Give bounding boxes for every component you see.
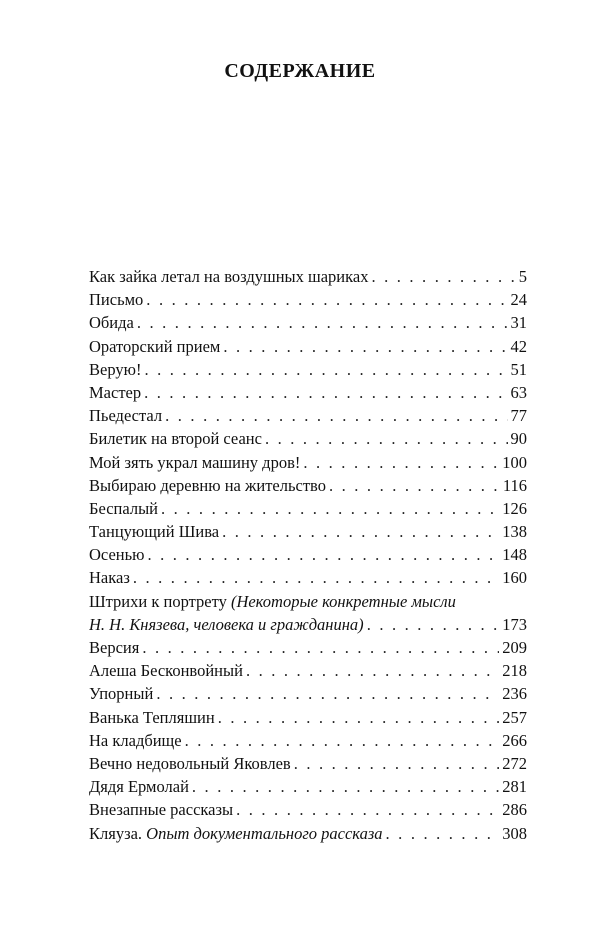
toc-entry-title: Верую! <box>89 359 142 379</box>
toc-entry <box>89 775 527 798</box>
toc-entry-title: Мой зять украл машину дров! <box>89 452 301 472</box>
toc-leader-dots <box>218 706 500 729</box>
toc-entry-subtitle <box>227 590 456 613</box>
toc-entry-page: 24 <box>510 290 527 310</box>
toc-entry <box>89 729 527 752</box>
toc-entry <box>89 451 527 474</box>
toc-entry <box>89 590 527 636</box>
toc-leader-dots <box>161 497 499 520</box>
toc-entry-page: 266 <box>502 730 527 750</box>
toc-entry-title: Мастер <box>89 382 142 402</box>
toc-entry-page: 257 <box>502 707 527 727</box>
toc-entry-subtitle <box>142 822 382 845</box>
toc-entry-page: 51 <box>510 359 527 379</box>
toc-entry-page: 5 <box>518 267 527 286</box>
toc-entry-page: 116 <box>502 475 527 495</box>
toc-entry <box>89 566 527 589</box>
toc-entry-title: Дядя Ермолай <box>89 777 189 797</box>
toc-entry <box>89 381 527 404</box>
toc-leader-dots <box>386 822 500 845</box>
toc-entry-page: 77 <box>510 406 527 426</box>
toc-entry-title: Выбираю деревню на жительство <box>89 475 326 495</box>
toc-entry-page: 138 <box>502 522 527 542</box>
toc-entry <box>89 265 527 288</box>
toc-leader-dots <box>146 288 507 311</box>
toc-entry-page: 42 <box>510 336 527 356</box>
toc-entry <box>89 404 527 427</box>
toc-entry-title: Как зайка летал на воздушных шариках <box>89 267 369 286</box>
toc-entry-page: 100 <box>502 452 527 472</box>
toc-entry-page: 148 <box>502 545 527 565</box>
toc-entry <box>89 822 527 845</box>
toc-entry <box>89 682 527 705</box>
toc-leader-dots <box>303 451 499 474</box>
table-of-contents <box>89 265 527 845</box>
toc-entry-page: 63 <box>510 382 527 402</box>
toc-entry <box>89 288 527 311</box>
toc-entry-line-2 <box>89 613 527 636</box>
toc-entry-title: На кладбище <box>89 730 182 750</box>
toc-entry <box>89 427 527 450</box>
toc-entry-title: Билетик на второй сеанс <box>89 429 262 449</box>
toc-entry-page: 236 <box>502 684 527 704</box>
toc-entry-page: 286 <box>502 800 527 820</box>
toc-entry-page: 308 <box>502 823 527 843</box>
toc-entry-page: 272 <box>502 753 527 773</box>
toc-entry-page: 173 <box>502 614 527 634</box>
toc-entry <box>89 358 527 381</box>
toc-leader-dots <box>223 335 507 358</box>
toc-leader-dots <box>246 659 499 682</box>
toc-entry <box>89 706 527 729</box>
toc-entry-title: Беспалый <box>89 498 158 518</box>
toc-leader-dots <box>133 566 499 589</box>
toc-leader-dots <box>165 404 507 427</box>
toc-entry <box>89 659 527 682</box>
toc-leader-dots <box>367 613 500 636</box>
toc-entry-title: Танцующий Шива <box>89 522 220 542</box>
toc-entry-page: 281 <box>502 777 527 797</box>
toc-entry-page: 31 <box>510 313 527 333</box>
toc-leader-dots <box>236 798 499 821</box>
toc-entry-title: Штрихи к портрету <box>89 591 227 611</box>
toc-leader-dots <box>142 636 499 659</box>
toc-entry <box>89 752 527 775</box>
toc-leader-dots <box>294 752 500 775</box>
toc-entry <box>89 311 527 334</box>
toc-entry-title: Упорный <box>89 684 154 704</box>
toc-entry-title: Пьедестал <box>89 406 163 426</box>
toc-entry-title: Осенью <box>89 545 145 565</box>
toc-entry <box>89 497 527 520</box>
toc-entry-page: 218 <box>502 661 527 681</box>
toc-entry-subtitle-text: Опыт документального рассказа <box>146 823 383 843</box>
toc-entry-page: 90 <box>510 429 527 449</box>
toc-leader-dots <box>137 311 508 334</box>
toc-entry-page: 126 <box>502 498 527 518</box>
toc-entry-title: Версия <box>89 638 140 658</box>
toc-entry-title: Ванька Тепляшин <box>89 707 215 727</box>
toc-leader-dots <box>144 381 507 404</box>
toc-entry-subtitle <box>89 613 364 636</box>
toc-leader-dots <box>147 543 499 566</box>
toc-entry-title: Алеша Бесконвойный <box>89 661 243 681</box>
toc-leader-dots <box>185 729 500 752</box>
toc-entry-title: Ораторский прием <box>89 336 221 356</box>
toc-leader-dots <box>192 775 499 798</box>
toc-entry-title: Письмо <box>89 290 144 310</box>
toc-entry-page: 209 <box>502 638 527 658</box>
toc-leader-dots <box>144 358 507 381</box>
toc-entry <box>89 636 527 659</box>
toc-entry-title: Наказ <box>89 568 130 588</box>
toc-leader-dots <box>222 520 499 543</box>
toc-leader-dots <box>265 427 508 450</box>
toc-entry <box>89 335 527 358</box>
page-title: СОДЕРЖАНИЕ <box>224 60 376 82</box>
toc-entry-subtitle-text: Н. Н. Князева, человека и гражданина) <box>89 614 364 634</box>
toc-entry-title: Обида <box>89 313 134 333</box>
toc-entry <box>89 543 527 566</box>
toc-entry-title: Вечно недовольный Яковлев <box>89 753 291 773</box>
toc-entry <box>89 520 527 543</box>
toc-leader-dots <box>156 682 499 705</box>
toc-entry-subtitle-text: (Некоторые конкретные мысли <box>230 591 456 611</box>
toc-leader-dots <box>371 265 515 288</box>
toc-entry <box>89 798 527 821</box>
toc-leader-dots <box>329 474 500 497</box>
toc-entry-page: 160 <box>502 568 527 588</box>
toc-entry-title: Внезапные рассказы <box>89 800 234 820</box>
toc-entry <box>89 474 527 497</box>
toc-entry-line-1 <box>89 590 527 613</box>
toc-entry-title: Кляуза. <box>89 823 143 843</box>
